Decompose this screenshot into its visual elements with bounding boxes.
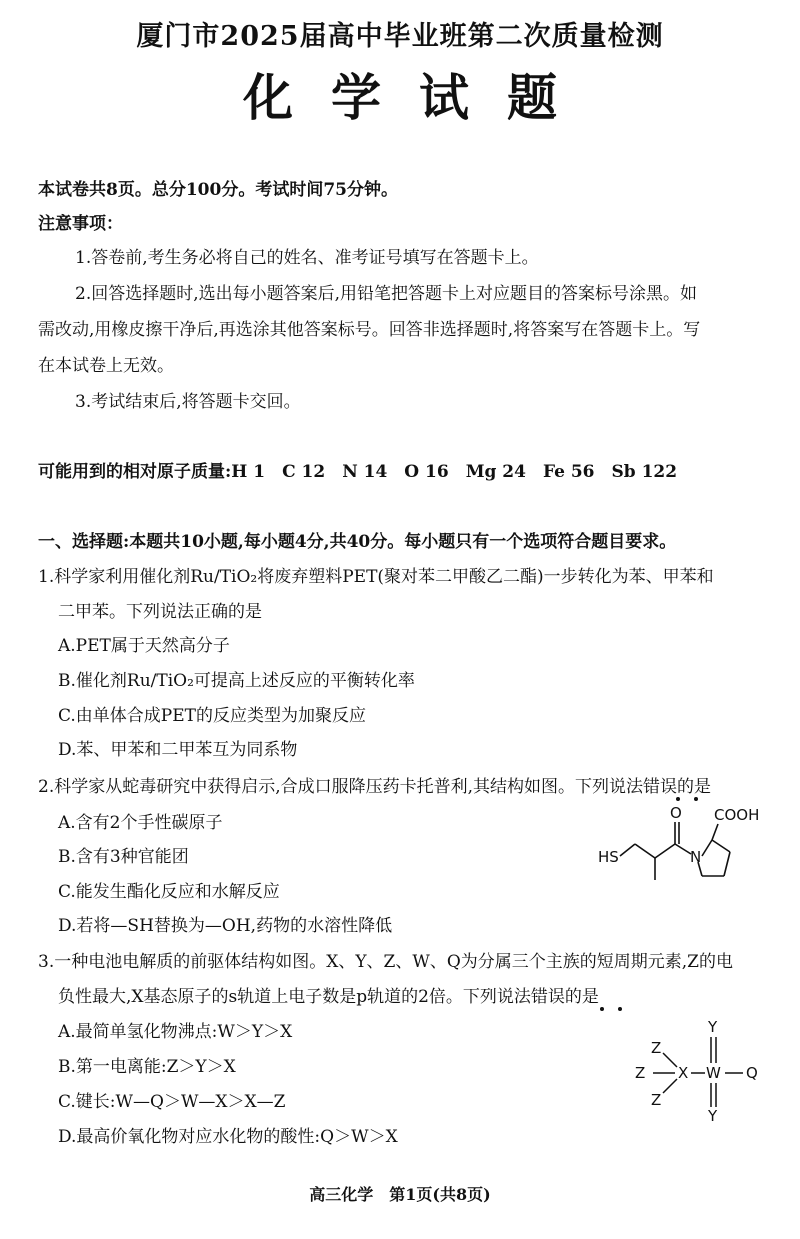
y-label-top: Y bbox=[708, 1018, 718, 1036]
question-1-option-b: B.催化剂Ru/TiO₂可提高上述反应的平衡转化率 bbox=[58, 671, 415, 691]
precursor-structure bbox=[625, 1015, 775, 1125]
question-1-option-c: C.由单体合成PET的反应类型为加聚反应 bbox=[58, 706, 366, 726]
exam-title: 厦门市2025届高中毕业班第二次质量检测 bbox=[136, 21, 664, 52]
z-label-left: Z bbox=[635, 1064, 646, 1082]
question-1-option-a: A.PET属于天然高分子 bbox=[58, 636, 230, 656]
question-1-stem: 1.科学家利用催化剂Ru/TiO₂将废弃塑料PET(聚对苯二甲酸乙二酯)一步转化为苯、甲苯和 bbox=[38, 567, 714, 587]
question-2-option-a: A.含有2个手性碳原子 bbox=[58, 813, 223, 833]
atomic-masses: 可能用到的相对原子质量:H 1 C 12 N 14 O 16 Mg 24 Fe 56 Sb 122 bbox=[38, 462, 678, 482]
captopril-structure bbox=[590, 800, 780, 910]
question-2-option-d: D.若将—SH替换为—OH,药物的水溶性降低 bbox=[58, 916, 393, 936]
question-3-stem: 负性最大,X基态原子的s轨道上电子数是p轨道的2倍。下列说法错误的是 bbox=[58, 987, 599, 1007]
z-label-top: Z bbox=[651, 1039, 662, 1057]
notice-item: 3.考试结束后,将答题卡交回。 bbox=[75, 392, 301, 412]
hs-label: HS bbox=[598, 848, 619, 866]
oxygen-label: O bbox=[670, 804, 682, 822]
w-label: W bbox=[706, 1064, 721, 1082]
question-3-stem: 3.一种电池电解质的前驱体结构如图。X、Y、Z、W、Q为分属三个主族的短周期元素,Z的电 bbox=[38, 952, 733, 972]
notice-item: 1.答卷前,考生务必将自己的姓名、准考证号填写在答题卡上。 bbox=[75, 248, 539, 268]
nitrogen-label: N bbox=[690, 848, 702, 866]
notice-item: 需改动,用橡皮擦干净后,再选涂其他答案标号。回答非选择题时,将答案写在答题卡上。写 bbox=[38, 320, 701, 340]
q-label: Q bbox=[746, 1064, 758, 1082]
question-3-option-d: D.最高价氧化物对应水化物的酸性:Q＞W＞X bbox=[58, 1127, 398, 1147]
exam-summary: 本试卷共8页。总分100分。考试时间75分钟。 bbox=[38, 180, 398, 200]
question-2-stem: 2.科学家从蛇毒研究中获得启示,合成口服降压药卡托普利,其结构如图。下列说法错误的是 bbox=[38, 777, 712, 797]
question-2-option-b: B.含有3种官能团 bbox=[58, 847, 189, 867]
notice-item: 在本试卷上无效。 bbox=[38, 356, 174, 376]
page-footer: 高三化学 第1页(共8页) bbox=[309, 1185, 491, 1204]
question-2-option-c: C.能发生酯化反应和水解反应 bbox=[58, 882, 280, 902]
y-label-bottom: Y bbox=[708, 1107, 718, 1125]
emphasis-dots bbox=[594, 1006, 634, 1012]
question-3-option-b: B.第一电离能:Z＞Y＞X bbox=[58, 1057, 236, 1077]
cooh-label: COOH bbox=[714, 806, 760, 824]
question-3-option-c: C.键长:W—Q＞W—X＞X—Z bbox=[58, 1092, 286, 1112]
question-1-stem: 二甲苯。下列说法正确的是 bbox=[58, 602, 262, 622]
section-heading: 一、选择题:本题共10小题,每小题4分,共40分。每小题只有一个选项符合题目要求。 bbox=[38, 532, 677, 552]
z-label-bottom: Z bbox=[651, 1091, 662, 1109]
notice-item: 2.回答选择题时,选出每小题答案后,用铅笔把答题卡上对应题目的答案标号涂黑。如 bbox=[75, 284, 698, 304]
question-1-option-d: D.苯、甲苯和二甲苯互为同系物 bbox=[58, 740, 298, 760]
subject-title: 化学试题 bbox=[243, 68, 595, 127]
notice-heading: 注意事项： bbox=[38, 214, 123, 234]
question-3-option-a: A.最简单氢化物沸点:W＞Y＞X bbox=[58, 1022, 293, 1042]
x-label: X bbox=[678, 1064, 689, 1082]
